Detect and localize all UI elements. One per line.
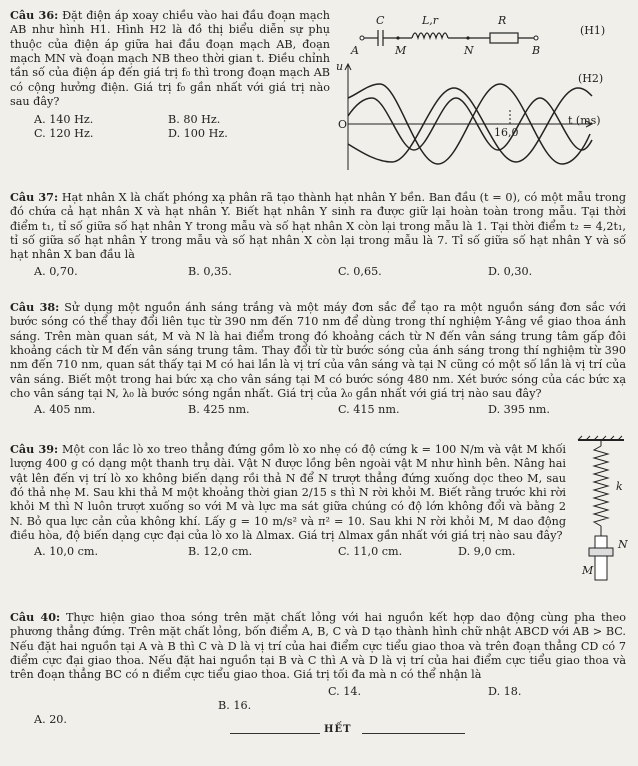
choice-c: C. 14.	[328, 684, 362, 698]
choice-b: B. 12,0 cm.	[188, 545, 253, 559]
question-text: Một con lắc lò xo treo thẳng đứng gồm lò xo nhẹ có độ cứng k = 100 N/m và vật M khối lượng 400 g có dạng một thanh trụ dài. Vật N được lồng bên ngoài vật M như hình bên. Nâng hai vật lên đến vị trí lò xo không biến dạng rồi thả N để N trượt thẳng đứng xuống dọc theo M, sau đó thả nhẹ M. Sau khi thả M một khoảng thời gian 2/15 s thì N rời khỏi M. Biết rằng trước khi rời khỏi M thì N luôn trượt xuống so với M và lực ma sát giữa chúng có độ lớn không đổi và bằng 2 N. Bỏ qua lực cản của không khí. Lấy g = 10 m/s² và π² = 10. Sau khi N rời khỏi M, M dao động điều hòa, độ biến dạng cực đại của lò xo là Δlmax. Giá trị Δlmax gần nhất với giá trị nào sau đây?	[10, 443, 566, 542]
question-37	[10, 190, 626, 279]
question-text: Hạt nhân X là chất phóng xạ phân rã tạo thành hạt nhân Y bền. Ban đầu (t = 0), có một mẫu trong đó chứa cả hạt nhân X và hạt nhân Y. Biết hạt nhân Y sinh ra được giữ lại hoàn toàn trong mẫu. Tại thời điểm t₁, tỉ số giữa số hạt nhân Y trong mẫu và số hạt nhân X còn lại trong mẫu là 1. Tại thời điểm t₂ = 4,2t₁, tỉ số giữa số hạt nhân Y trong mẫu và số hạt nhân X còn lại trong mẫu là 7. Tỉ số giữa số hạt nhân Y và số hạt nhân X ban đầu là	[10, 191, 626, 262]
question-39	[10, 442, 626, 559]
question-number: Câu 36:	[10, 8, 59, 22]
label-k: k	[616, 480, 623, 493]
choice-b: B. 0,35.	[188, 264, 232, 278]
choice-b: B. 80 Hz.	[168, 113, 221, 127]
choice-d: D. 0,30.	[488, 264, 533, 278]
end-marker	[230, 724, 465, 738]
end-label: HẾT	[324, 724, 352, 735]
choice-a: A. 10,0 cm.	[34, 545, 99, 559]
tag-h2: (H2)	[578, 72, 604, 85]
label-R: R	[498, 14, 507, 27]
choice-b: B. 16.	[218, 698, 252, 712]
choice-c: C. 415 nm.	[338, 403, 400, 417]
choice-a: A. 20.	[34, 712, 67, 726]
choice-d: D. 18.	[488, 684, 522, 698]
question-text: Đặt điện áp xoay chiều vào hai đầu đoạn mạch AB như hình H1. Hình H2 là đồ thị biểu diễn sự phụ thuộc của điện áp giữa hai đầu đoạn mạch AB, đoạn mạch MN và đoạn mạch NB theo thời gian t. Điều chỉnh tần số của điện áp đến giá trị f₀ thì trong đoạn mạch AB có cộng hưởng điện. Giá trị f₀ gần nhất với giá trị nào sau đây?	[10, 9, 330, 108]
axis-u-label: u	[336, 60, 344, 73]
choice-c: C. 0,65.	[338, 264, 382, 278]
answer-choices	[10, 265, 626, 279]
end-divider-right	[362, 733, 465, 734]
choice-a: A. 0,70.	[34, 264, 78, 278]
choice-c: C. 11,0 cm.	[338, 545, 403, 559]
answer-choices	[10, 545, 626, 559]
label-C: C	[376, 14, 385, 27]
circuit-diagram	[340, 10, 630, 58]
question-38	[10, 300, 626, 417]
question-number: Câu 40:	[10, 610, 61, 624]
choice-a: A. 405 nm.	[34, 403, 96, 417]
question-number: Câu 37:	[10, 190, 59, 204]
choice-d: D. 100 Hz.	[168, 127, 228, 141]
label-A: A	[351, 44, 359, 57]
label-M: M	[395, 44, 407, 57]
question-text: Sử dụng một nguồn ánh sáng trắng và một máy đơn sắc để tạo ra một nguồn sáng đơn sắc với bước sóng có thể thay đổi liên tục từ 390 nm đến 710 nm để dùng trong thí nghiệm Y-âng về giao thoa ánh sáng. Trên màn quan sát, M và N là hai điểm trong đó khoảng cách từ N đến vân sáng trung tâm gấp đôi khoảng cách từ M đến vân sáng trung tâm. Thay đổi từ từ bước sóng của ánh sáng trong thí nghiệm từ 390 nm đến 710 nm, quan sát thấy tại M có hai lần là vị trí của vân sáng và tại N cũng có một số lần là vị trí của vân sáng. Biết một trong hai bức xạ cho vân sáng tại M có bước sóng 480 nm. Xét bước sóng của các bức xạ cho vân sáng tại N, λ₀ là bước sóng ngắn nhất. Giá trị của λ₀ gần nhất với giá trị nào sau đây?	[10, 301, 626, 400]
choice-d: D. 9,0 cm.	[458, 545, 516, 559]
choice-c: C. 120 Hz.	[34, 127, 94, 141]
origin-label: O	[338, 118, 348, 131]
question-40	[10, 610, 626, 727]
curve-uMN	[348, 88, 592, 162]
question-text: Thực hiện giao thoa sóng trên mặt chất lỏng với hai nguồn kết hợp dao động cùng pha theo phương thẳng đứng. Trên mặt chất lỏng, bốn điểm A, B, C và D tạo thành hình chữ nhật ABCD với AB > BC. Nếu đặt hai nguồn tại A và B thì C và D là vị trí của hai điểm cực tiểu giao thoa và trên đoạn thẳng CD có 7 điểm cực đại giao thoa. Nếu đặt hai nguồn tại B và C thì A và D là vị trí của hai điểm cực tiểu giao thoa và trên đoạn thẳng BC có n điểm cực tiểu giao thoa. Giá trị tối đa mà n có thể nhận là	[10, 611, 626, 682]
axis-t-label: t (ms)	[568, 114, 601, 127]
spring-figure	[576, 434, 634, 584]
choice-b: B. 425 nm.	[188, 403, 250, 417]
end-divider-left	[230, 733, 320, 734]
label-M: M	[582, 564, 594, 577]
answer-choices	[10, 685, 626, 699]
label-N: N	[464, 44, 474, 57]
label-B: B	[532, 44, 541, 57]
label-Lr: L,r	[422, 14, 439, 27]
question-number: Câu 38:	[10, 300, 60, 314]
tick-label: 16,0	[494, 126, 519, 139]
voltage-graph	[334, 58, 634, 176]
label-N: N	[618, 538, 628, 551]
question-number: Câu 39:	[10, 442, 59, 456]
answer-choices	[10, 403, 626, 417]
choice-a: A. 140 Hz.	[34, 113, 94, 127]
choice-d: D. 395 nm.	[488, 403, 550, 417]
tag-h1: (H1)	[580, 24, 606, 37]
